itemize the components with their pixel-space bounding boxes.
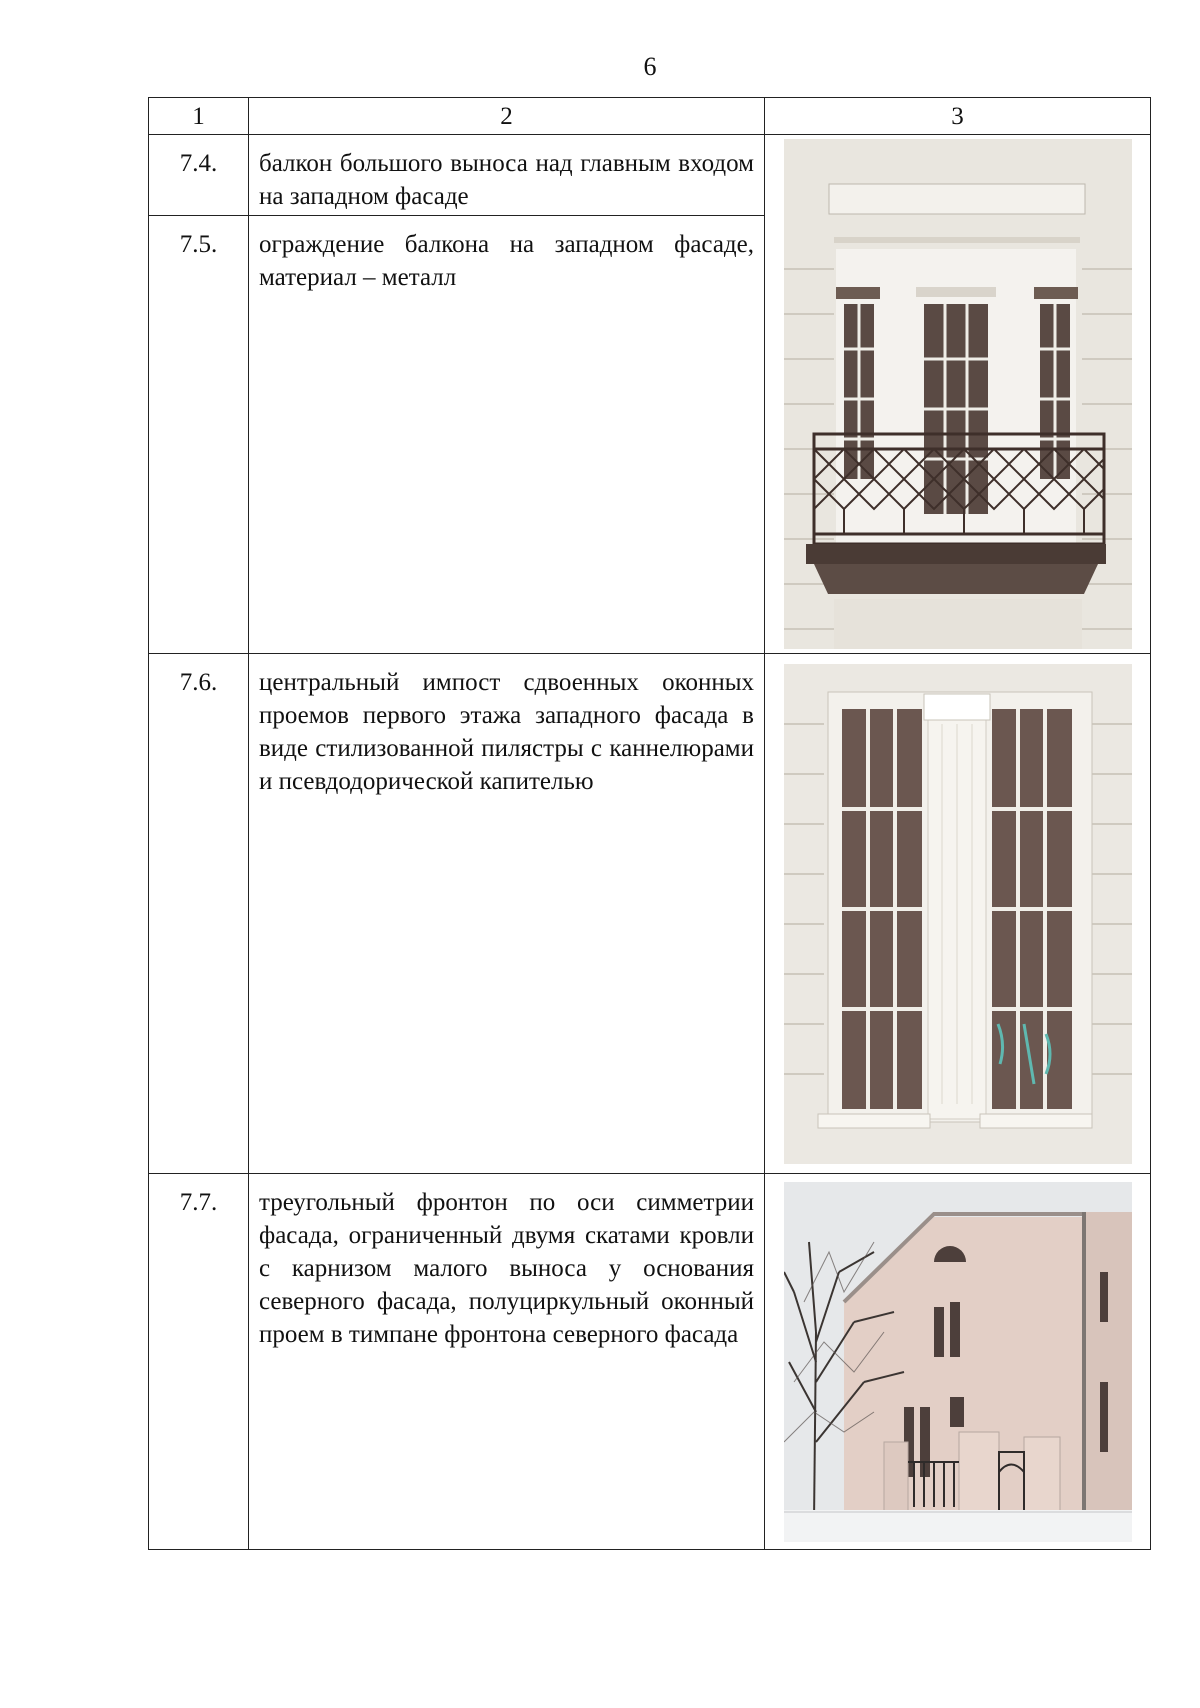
balcony-photo <box>784 139 1132 649</box>
row-number: 7.7. <box>149 1174 249 1550</box>
photo-cell-pediment <box>765 1174 1151 1550</box>
row-description: треугольный фронтон по оси симметрии фасада, ограниченный двумя скатами кровли с карнизом малого выноса у основания северного фасада, полуциркульный оконный проем в тимпане фронтона северного фасада <box>249 1174 765 1550</box>
photo-cell-window <box>765 654 1151 1174</box>
row-number: 7.4. <box>149 135 249 216</box>
table-header-row <box>149 98 1151 135</box>
table-row <box>149 654 1151 1174</box>
row-number: 7.6. <box>149 654 249 1174</box>
photo-cell-balcony <box>765 135 1151 654</box>
double-window-photo <box>784 664 1132 1164</box>
page-number: 6 <box>643 52 657 81</box>
row-description: ограждение балкона на западном фасаде, материал – металл <box>249 215 765 653</box>
row-number: 7.5. <box>149 215 249 653</box>
header-col-3: 3 <box>765 98 1151 135</box>
table-row <box>149 1174 1151 1550</box>
row-description: балкон большого выноса над главным входом на западном фасаде <box>249 135 765 216</box>
table-row <box>149 135 1151 216</box>
pediment-building-photo <box>784 1182 1132 1542</box>
row-description: центральный импост сдвоенных оконных проемов первого этажа западного фасада в виде стилизованной пилястры с каннелюрами и псевдодорической капителью <box>249 654 765 1174</box>
elements-table <box>148 97 1151 1550</box>
header-col-1: 1 <box>149 98 249 135</box>
header-col-2: 2 <box>249 98 765 135</box>
